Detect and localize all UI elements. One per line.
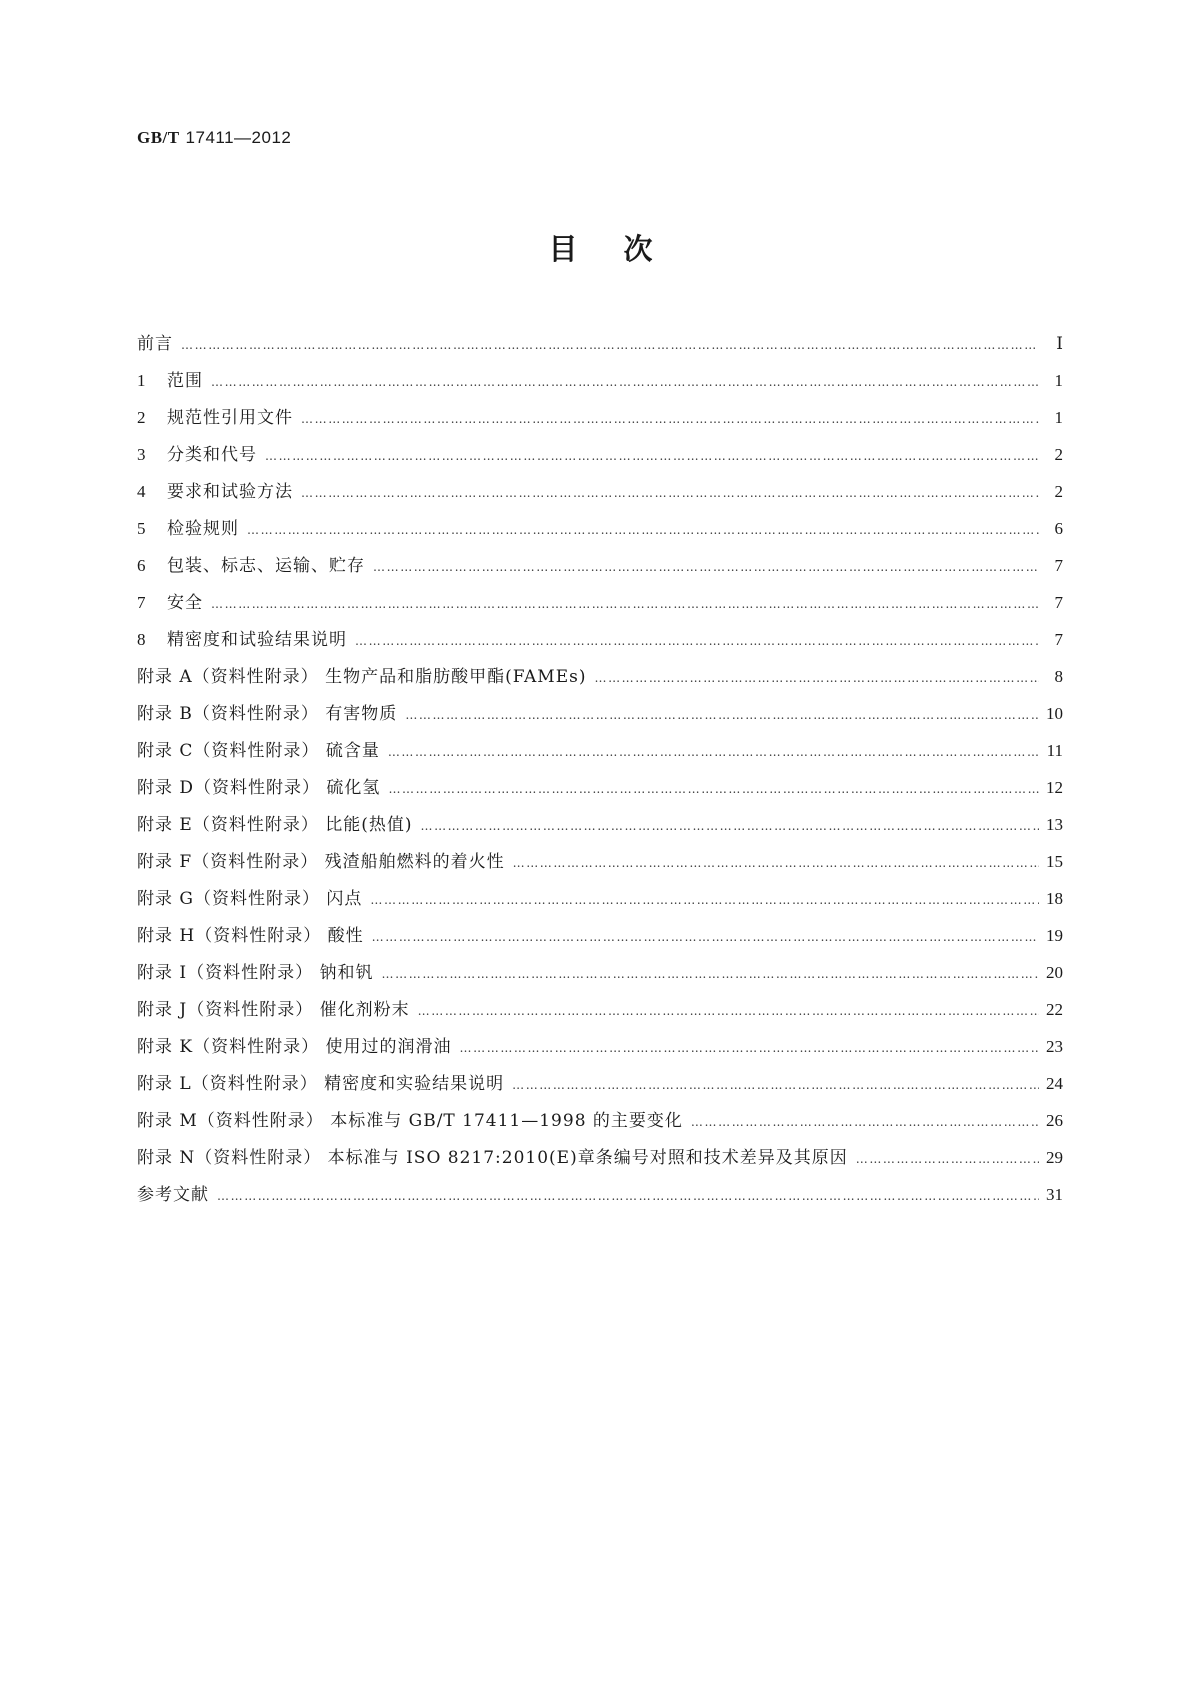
toc-entry-label: 附录 K（资料性附录） 使用过的润滑油 (137, 1037, 452, 1057)
toc-entry-page: 18 (1046, 889, 1063, 908)
toc-entry-annex[interactable] (137, 810, 1063, 847)
toc-entry-page: 23 (1046, 1037, 1063, 1056)
toc-leader-dots (373, 560, 1039, 574)
toc-leader-dots (856, 1152, 1039, 1166)
toc-entry-annex[interactable] (137, 995, 1063, 1032)
toc-entry-label: 附录 J（资料性附录） 催化剂粉末 (137, 1000, 410, 1020)
toc-entry[interactable] (137, 329, 1063, 366)
toc-entry-label: 附录 H（资料性附录） 酸性 (137, 926, 364, 946)
toc-entry-page: 13 (1046, 815, 1063, 834)
toc-leader-dots (420, 819, 1039, 833)
toc-entry[interactable] (137, 403, 1063, 440)
toc-leader-dots (388, 782, 1039, 796)
toc-entry[interactable] (137, 440, 1063, 477)
toc-entry[interactable] (137, 1180, 1063, 1217)
toc-entry-label: 附录 A（资料性附录） 生物产品和脂肪酸甲酯(FAMEs) (137, 667, 587, 687)
toc-entry-annex[interactable] (137, 1143, 1063, 1180)
toc-entry-number: 6 (137, 556, 146, 575)
toc-entry-label: 附录 E（资料性附录） 比能(热值) (137, 815, 413, 835)
toc-entry[interactable] (137, 366, 1063, 403)
toc-entry-label: 附录 F（资料性附录） 残渣船舶燃料的着火性 (137, 852, 505, 872)
toc-leader-dots (405, 708, 1039, 722)
toc-entry-label: 附录 L（资料性附录） 精密度和实验结果说明 (137, 1074, 505, 1094)
toc-entry-label: 检验规则 (167, 519, 239, 539)
toc-entry[interactable] (137, 551, 1063, 588)
toc-entry-annex[interactable] (137, 662, 1063, 699)
toc-entry-annex[interactable] (137, 773, 1063, 810)
toc-leader-dots (388, 745, 1039, 759)
toc-entry-page: 1 (1054, 408, 1063, 427)
toc-entry-label: 附录 I（资料性附录） 钠和钒 (137, 963, 374, 983)
toc-entry-label: 附录 D（资料性附录） 硫化氢 (137, 778, 381, 798)
toc-entry-page: 26 (1046, 1111, 1063, 1130)
toc-entry-page: 29 (1046, 1148, 1063, 1167)
standard-code (137, 128, 291, 148)
toc-leader-dots (265, 449, 1039, 463)
toc-leader-dots (372, 930, 1039, 944)
toc-leader-dots (512, 1078, 1039, 1092)
toc-leader-dots (301, 486, 1039, 500)
toc-entry-number: 1 (137, 371, 146, 390)
standard-code-number: 17411—2012 (185, 128, 292, 147)
toc-entry[interactable] (137, 514, 1063, 551)
toc-leader-dots (217, 1189, 1039, 1203)
toc-leader-dots (513, 856, 1039, 870)
toc-entry-number: 4 (137, 482, 146, 501)
toc-entry-page: 15 (1046, 852, 1063, 871)
toc-entry-annex[interactable] (137, 1032, 1063, 1069)
toc-entry-page: 10 (1046, 704, 1063, 723)
toc-entry-page: 1 (1054, 371, 1063, 390)
toc-leader-dots (594, 671, 1039, 685)
toc-leader-dots (460, 1041, 1039, 1055)
toc-entry-label: 附录 B（资料性附录） 有害物质 (137, 704, 398, 724)
toc-entry-page: 6 (1054, 519, 1063, 538)
toc-entry-annex[interactable] (137, 1106, 1063, 1143)
toc-entry-label: 附录 C（资料性附录） 硫含量 (137, 741, 380, 761)
toc-entry-label: 附录 G（资料性附录） 闪点 (137, 889, 363, 909)
toc-entry-page: 12 (1046, 778, 1063, 797)
toc-entry-annex[interactable] (137, 736, 1063, 773)
toc-leader-dots (247, 523, 1039, 537)
toc-entry-page: 7 (1054, 593, 1063, 612)
toc-entry-label: 安全 (167, 593, 203, 613)
toc-entry-label: 附录 M（资料性附录） 本标准与 GB/T 17411—1998 的主要变化 (137, 1111, 683, 1131)
toc-entry-label: 分类和代号 (167, 445, 257, 465)
toc-entry-label: 范围 (167, 371, 203, 391)
toc-entry-label: 前言 (137, 334, 173, 354)
toc-entry-number: 5 (137, 519, 146, 538)
toc-entry-number: 7 (137, 593, 146, 612)
toc-entry-annex[interactable] (137, 958, 1063, 995)
toc-leader-dots (355, 634, 1039, 648)
toc-leader-dots (211, 597, 1039, 611)
toc-entry-page: 7 (1054, 630, 1063, 649)
toc-entry-page: 31 (1046, 1185, 1063, 1204)
toc-entry-page: 19 (1046, 926, 1063, 945)
page-title: 目次 (548, 232, 699, 266)
toc-leader-dots (181, 338, 1039, 352)
toc-leader-dots (301, 412, 1039, 426)
toc-entry-label: 要求和试验方法 (167, 482, 293, 502)
toc-entry-annex[interactable] (137, 847, 1063, 884)
toc-entry-page: 24 (1046, 1074, 1063, 1093)
toc-entry-page: 11 (1046, 741, 1063, 760)
standard-code-prefix: GB/T (137, 128, 180, 147)
toc-entry-page: 20 (1046, 963, 1063, 982)
toc-entry-annex[interactable] (137, 1069, 1063, 1106)
toc-entry-number: 3 (137, 445, 146, 464)
toc-leader-dots (211, 375, 1039, 389)
toc-entry[interactable] (137, 625, 1063, 662)
toc-entry-page: Ⅰ (1056, 334, 1063, 353)
table-of-contents (137, 329, 1063, 1217)
toc-entry-label: 附录 N（资料性附录） 本标准与 ISO 8217:2010(E)章条编号对照和技术差异及其原因 (137, 1148, 848, 1168)
toc-entry[interactable] (137, 477, 1063, 514)
toc-leader-dots (418, 1004, 1039, 1018)
toc-entry-number: 2 (137, 408, 146, 427)
toc-entry-page: 8 (1054, 667, 1063, 686)
toc-leader-dots (691, 1115, 1039, 1129)
toc-entry-page: 22 (1046, 1000, 1063, 1019)
toc-entry-annex[interactable] (137, 884, 1063, 921)
toc-entry-page: 7 (1054, 556, 1063, 575)
toc-entry-page: 2 (1054, 445, 1063, 464)
toc-leader-dots (382, 967, 1039, 981)
toc-entry-label: 规范性引用文件 (167, 408, 293, 428)
toc-leader-dots (370, 893, 1039, 907)
toc-entry-annex[interactable] (137, 921, 1063, 958)
toc-entry-label: 精密度和试验结果说明 (167, 630, 347, 650)
toc-entry-annex[interactable] (137, 699, 1063, 736)
toc-entry-label: 包装、标志、运输、贮存 (167, 556, 365, 576)
toc-entry-page: 2 (1054, 482, 1063, 501)
toc-entry[interactable] (137, 588, 1063, 625)
toc-entry-number: 8 (137, 630, 146, 649)
toc-entry-label: 参考文献 (137, 1185, 209, 1205)
